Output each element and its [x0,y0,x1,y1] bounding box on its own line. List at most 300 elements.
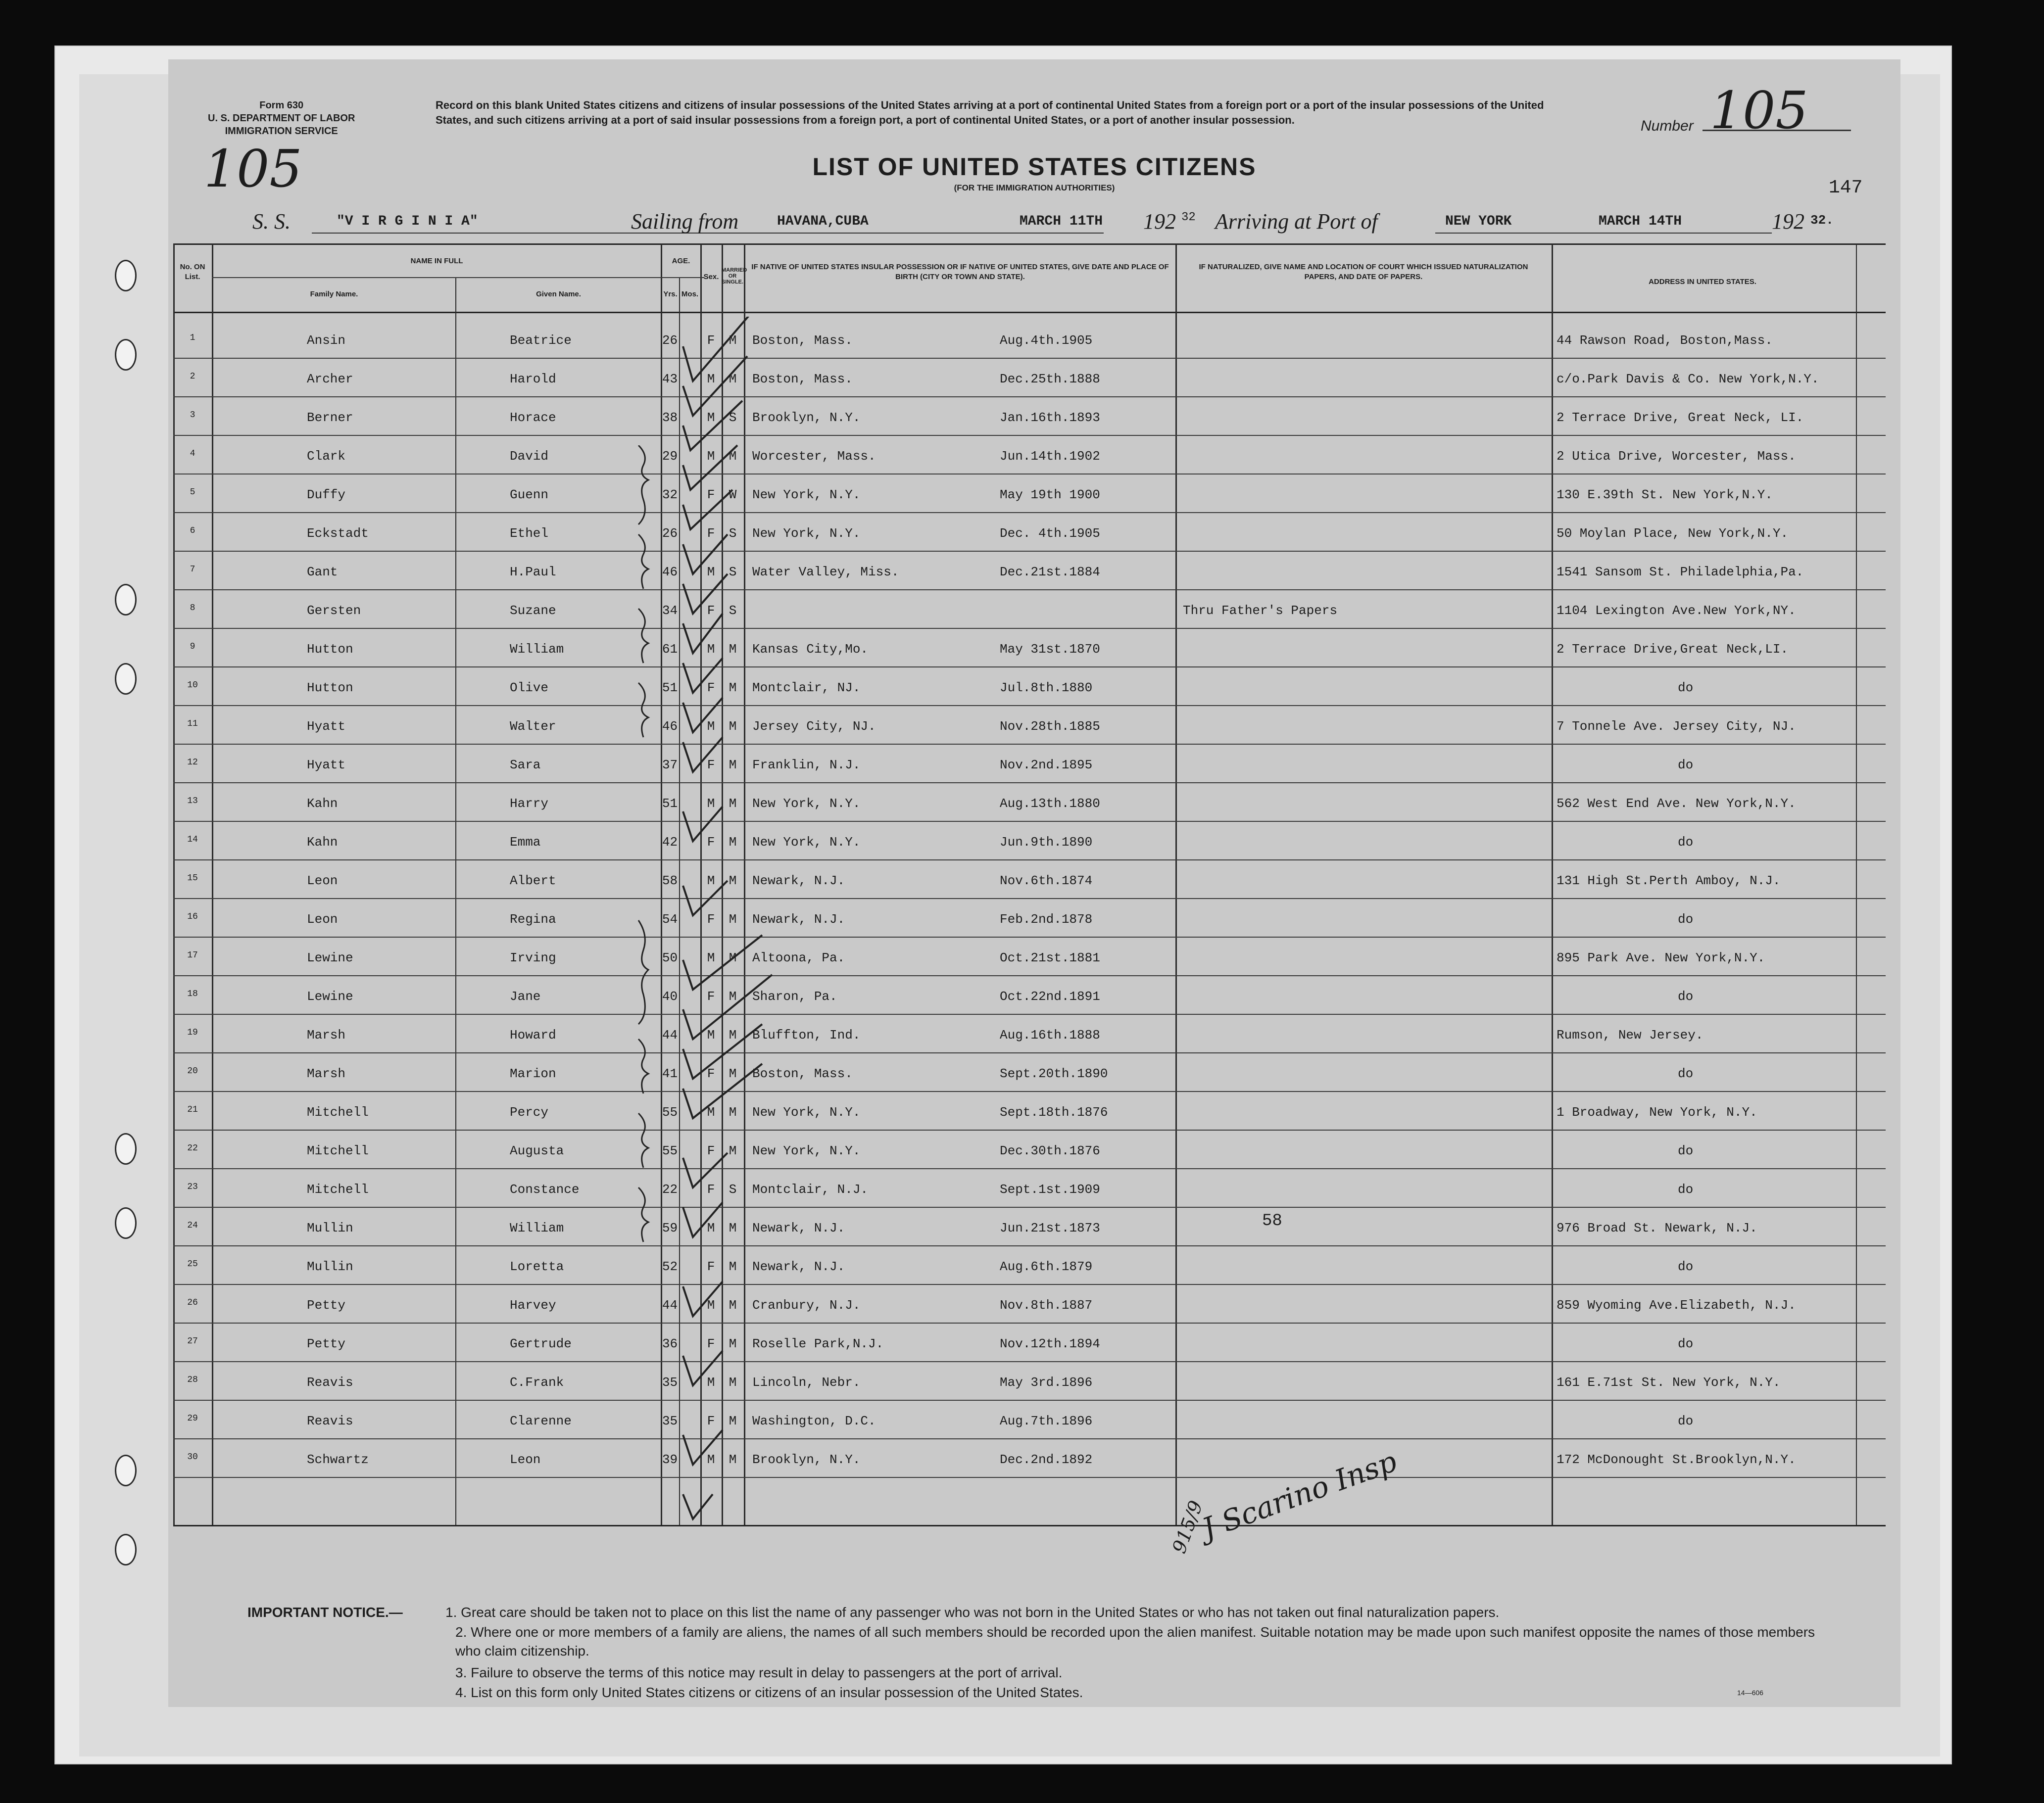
cell-family: Hyatt [307,758,346,772]
row-rule [173,859,1886,860]
cell-given: Guenn [510,487,549,502]
cell-age: 55 [662,1105,678,1120]
cell-sex: M [707,372,715,386]
list-number-handwritten: 105 [1710,80,1808,141]
cell-family: Mullin [307,1259,353,1274]
cell-sex: F [707,1336,715,1351]
cell-given: Marion [510,1066,556,1081]
cell-sex: F [707,835,715,850]
row-rule [173,1361,1886,1362]
cell-age: 51 [662,680,678,695]
page-subtitle: (FOR THE IMMIGRATION AUTHORITIES) [954,183,1115,192]
cell-given: Walter [510,719,556,734]
cell-date: Dec.30th.1876 [1000,1143,1100,1158]
cell-place: Water Valley, Miss. [752,565,899,579]
cell-addr: 2 Utica Drive, Worcester, Mass. [1557,449,1796,464]
cell-addr: c/o.Park Davis & Co. New York,N.Y. [1557,372,1819,386]
form-identifier [208,99,355,138]
cell-given: Suzane [510,603,556,618]
year-prefix-departure: 192 [1143,209,1176,234]
col-header-name-in-full: NAME IN FULL [410,257,463,265]
cell-age: 44 [662,1028,678,1043]
cell-addr: do [1678,1259,1694,1274]
col-header-native: IF NATIVE OF UNITED STATES INSULAR POSSESSION OR IF NATIVE OF UNITED STATES, GIVE DATE AND PLACE OF BIRTH (CITY OR TOWN AND STATE). [751,263,1169,281]
sailing-label: Sailing from [631,209,739,234]
cell-age: 59 [662,1221,678,1235]
cell-addr: do [1678,1143,1694,1158]
cell-given: Loretta [510,1259,564,1274]
margin-note: 915/9 [1168,1498,1207,1557]
cell-place: Boston, Mass. [752,372,853,386]
page-title: LIST OF UNITED STATES CITIZENS [812,153,1257,181]
cell-given: Regina [510,912,556,927]
cell-no: 16 [187,912,198,922]
cell-addr: 130 E.39th St. New York,N.Y. [1557,487,1773,502]
col-header-family: Family Name. [310,290,358,298]
cell-no: 7 [190,565,195,574]
cell-addr: Rumson, New Jersey. [1557,1028,1703,1043]
cell-place: Jersey City, NJ. [752,719,876,734]
cell-age: 51 [662,796,678,811]
year-prefix-arrival: 192 [1772,209,1804,234]
cell-age: 35 [662,1414,678,1428]
cell-age: 61 [662,642,678,657]
cell-age: 54 [662,912,678,927]
cell-no: 3 [190,410,195,420]
cell-ms: M [729,642,737,657]
cell-given: Constance [510,1182,580,1197]
cell-ms: M [729,796,737,811]
cell-sex: F [707,1143,715,1158]
manifest-page [168,59,1900,1707]
col-header-mos: Mos. [681,290,699,298]
cell-family: Clark [307,449,346,464]
cell-date: Aug.7th.1896 [1000,1414,1093,1428]
cell-place: Roselle Park,N.J. [752,1336,884,1351]
cell-family: Lewine [307,989,353,1004]
cell-age: 35 [662,1375,678,1390]
cell-addr: 50 Moylan Place, New York,N.Y. [1557,526,1789,541]
cell-date: Jun.14th.1902 [1000,449,1100,464]
cell-date: Aug.4th.1905 [1000,333,1093,348]
cell-ms: M [729,1336,737,1351]
cell-family: Kahn [307,796,338,811]
cell-ms: S [729,603,737,618]
number-label: Number [1641,118,1694,134]
cell-sex: F [707,1066,715,1081]
cell-family: Ansin [307,333,346,348]
cell-age: 39 [662,1452,678,1467]
cell-family: Petty [307,1336,346,1351]
col-header-yrs: Yrs. [663,290,678,298]
cell-place: Sharon, Pa. [752,989,837,1004]
row-rule [173,1284,1886,1285]
cell-given: Jane [510,989,541,1004]
cell-ms: S [729,410,737,425]
cell-family: Hutton [307,642,353,657]
cell-ms: M [729,1259,737,1274]
cell-addr: 1541 Sansom St. Philadelphia,Pa. [1557,565,1804,579]
cell-sex: F [707,1259,715,1274]
row-rule [173,628,1886,629]
cell-no: 8 [190,603,195,613]
cell-place: Lincoln, Nebr. [752,1375,861,1390]
cell-family: Reavis [307,1375,353,1390]
cell-sex: F [707,1414,715,1428]
cell-date: Nov.2nd.1895 [1000,758,1093,772]
cell-sex: F [707,680,715,695]
cell-family: Mitchell [307,1182,369,1197]
cell-age: 50 [662,950,678,965]
cell-sex: M [707,642,715,657]
cell-addr: 976 Broad St. Newark, N.J. [1557,1221,1757,1235]
cell-place: New York, N.Y. [752,835,861,850]
cell-addr: 172 McDonought St.Brooklyn,N.Y. [1557,1452,1796,1467]
form-department: U. S. DEPARTMENT OF LABOR [208,113,355,124]
cell-ms: M [729,1221,737,1235]
cell-ms: M [729,1298,737,1313]
cell-family: Eckstadt [307,526,369,541]
cell-family: Berner [307,410,353,425]
cell-addr: 2 Terrace Drive, Great Neck, LI. [1557,410,1804,425]
cell-family: Mitchell [307,1105,369,1120]
cell-addr: do [1678,912,1694,927]
cell-place: Worcester, Mass. [752,449,876,464]
cell-date: Oct.22nd.1891 [1000,989,1100,1004]
cell-place: New York, N.Y. [752,1143,861,1158]
cell-place: Kansas City,Mo. [752,642,869,657]
form-instructions: Record on this blank United States citizens and citizens of insular possessions of the United States arriving at a port of continental United States from a foreign port or a port of the insular possessions of the United States, and such citizens arriving at a port of said insular possessions from a foreign port, a port of continental United States, or a port of another insular possession. [436,99,1544,126]
cell-ms: M [729,719,737,734]
cell-addr: do [1678,989,1694,1004]
cell-addr: 562 West End Ave. New York,N.Y. [1557,796,1796,811]
ss-label: S. S. [252,209,291,234]
cell-sex: M [707,1375,715,1390]
cell-ms: M [729,835,737,850]
row-rule [173,512,1886,513]
cell-ms: M [729,1028,737,1043]
cell-sex: M [707,719,715,734]
row-rule [173,1477,1886,1478]
cell-family: Gersten [307,603,361,618]
cell-family: Archer [307,372,353,386]
cell-place: Altoona, Pa. [752,950,845,965]
cell-given: William [510,642,564,657]
col-header-sex: Sex. [703,273,719,281]
year-suffix-arrival: 32. [1810,213,1834,228]
cell-no: 21 [187,1105,198,1115]
cell-age: 41 [662,1066,678,1081]
cell-ms: M [729,1375,737,1390]
cell-given: William [510,1221,564,1235]
cell-date: Jun.9th.1890 [1000,835,1093,850]
cell-no: 24 [187,1221,198,1231]
page-number-handwritten: 105 [204,139,302,199]
cell-family: Marsh [307,1028,346,1043]
cell-addr: 895 Park Ave. New York,N.Y. [1557,950,1765,965]
cell-sex: M [707,796,715,811]
departure-port: HAVANA,CUBA [777,214,869,229]
cell-given: Percy [510,1105,549,1120]
cell-family: Lewine [307,950,353,965]
cell-place: New York, N.Y. [752,796,861,811]
binder-hole [115,1133,137,1165]
cell-given: David [510,449,549,464]
departure-date: MARCH 11TH [1020,214,1103,229]
cell-date: Feb.2nd.1878 [1000,912,1093,927]
cell-ms: S [729,1182,737,1197]
row-rule [173,396,1886,397]
binder-hole [115,260,137,291]
cell-given: Harold [510,372,556,386]
cell-date: Dec. 4th.1905 [1000,526,1100,541]
notice-heading: IMPORTANT NOTICE.— [247,1605,403,1620]
cell-place: Newark, N.J. [752,873,845,888]
cell-date: Dec.2nd.1892 [1000,1452,1093,1467]
cell-sex: F [707,912,715,927]
cell-addr: do [1678,680,1694,695]
row-rule [173,1245,1886,1246]
cell-place: Washington, D.C. [752,1414,876,1428]
cell-age: 37 [662,758,678,772]
cell-addr: do [1678,1336,1694,1351]
cell-age: 22 [662,1182,678,1197]
cell-age: 52 [662,1259,678,1274]
cell-ms: M [729,1105,737,1120]
cell-given: Irving [510,950,556,965]
cell-given: Augusta [510,1143,564,1158]
binder-hole [115,1207,137,1239]
cell-date: Jun.21st.1873 [1000,1221,1100,1235]
cell-ms: M [729,873,737,888]
cell-given: Beatrice [510,333,572,348]
cell-sex: M [707,1028,715,1043]
cell-family: Gant [307,565,338,579]
cell-ms: S [729,565,737,579]
cell-sex: M [707,1452,715,1467]
cell-given: Albert [510,873,556,888]
inspector-signature: J Scarino Insp [1198,1444,1402,1546]
cell-ms: M [729,1452,737,1467]
cell-no: 17 [187,950,198,960]
cell-place: Boston, Mass. [752,333,853,348]
cell-place: Newark, N.J. [752,1221,845,1235]
cell-given: Leon [510,1452,541,1467]
cell-place: New York, N.Y. [752,1105,861,1120]
row-rule [173,898,1886,899]
cell-family: Mitchell [307,1143,369,1158]
cell-place: Franklin, N.J. [752,758,861,772]
cell-ms: M [729,449,737,464]
cell-family: Mullin [307,1221,353,1235]
cell-date: Nov.8th.1887 [1000,1298,1093,1313]
cell-place: Boston, Mass. [752,1066,853,1081]
cell-no: 2 [190,372,195,381]
cell-addr: 859 Wyoming Ave.Elizabeth, N.J. [1557,1298,1796,1313]
cell-sex: M [707,449,715,464]
row-rule [173,1168,1886,1169]
cell-addr: do [1678,1182,1694,1197]
cell-addr: 1104 Lexington Ave.New York,NY. [1557,603,1796,618]
cell-sex: M [707,1298,715,1313]
cell-date: Jan.16th.1893 [1000,410,1100,425]
cell-ms: M [729,680,737,695]
cell-date: Dec.21st.1884 [1000,565,1100,579]
cell-family: Duffy [307,487,346,502]
cell-ms: M [729,1143,737,1158]
cell-given: Harry [510,796,549,811]
row-rule [173,1130,1886,1131]
cell-age: 26 [662,526,678,541]
cell-age: 58 [662,873,678,888]
cell-addr: do [1678,835,1694,850]
col-header-naturalized: IF NATURALIZED, GIVE NAME AND LOCATION OF COURT WHICH ISSUED NATURALIZATION PAPERS, AND DATE OF PAPERS. [1199,263,1528,281]
cell-place: New York, N.Y. [752,487,861,502]
cell-age: 55 [662,1143,678,1158]
cell-nat: Thru Father's Papers [1183,603,1338,618]
cell-given: Gertrude [510,1336,572,1351]
row-rule [173,975,1886,976]
row-rule [173,435,1886,436]
cell-ms: M [729,950,737,965]
cell-addr: 161 E.71st St. New York, N.Y. [1557,1375,1781,1390]
binder-hole [115,1534,137,1566]
cell-date: Nov.28th.1885 [1000,719,1100,734]
cell-date: May 31st.1870 [1000,642,1100,657]
cell-age: 36 [662,1336,678,1351]
cell-ms: M [729,333,737,348]
cell-given: Emma [510,835,541,850]
cell-date: Sept.18th.1876 [1000,1105,1108,1120]
cell-date: Sept.20th.1890 [1000,1066,1108,1081]
notice-item-4: 4. List on this form only United States citizens or citizens of an insular possession of the United States. [455,1685,1083,1700]
cell-no: 20 [187,1066,198,1076]
cell-sex: F [707,1182,715,1197]
cell-no: 25 [187,1259,198,1269]
cell-date: Jul.8th.1880 [1000,680,1093,695]
row-rule [173,1014,1886,1015]
cell-ms: S [729,526,737,541]
cell-family: Hutton [307,680,353,695]
cell-sex: F [707,758,715,772]
cell-place: Bluffton, Ind. [752,1028,861,1043]
cell-given: Howard [510,1028,556,1043]
cell-place: Montclair, NJ. [752,680,861,695]
cell-addr: 7 Tonnele Ave. Jersey City, NJ. [1557,719,1796,734]
cell-no: 18 [187,989,198,999]
row-rule [173,666,1886,667]
arriving-label: Arriving at Port of [1215,209,1378,234]
cell-place: Brooklyn, N.Y. [752,410,861,425]
cell-place: Brooklyn, N.Y. [752,1452,861,1467]
cell-given: Olive [510,680,549,695]
cell-sex: M [707,565,715,579]
cell-sex: F [707,603,715,618]
cell-place: New York, N.Y. [752,526,861,541]
row-rule [173,1207,1886,1208]
cell-ms: M [729,989,737,1004]
binder-hole [115,339,137,371]
cell-sex: F [707,333,715,348]
arrival-port: NEW YORK [1445,214,1512,229]
cell-sex: F [707,989,715,1004]
cell-no: 5 [190,487,195,497]
row-rule [173,551,1886,552]
row-rule [173,1091,1886,1092]
cell-age: 40 [662,989,678,1004]
cell-family: Petty [307,1298,346,1313]
cell-age: 32 [662,487,678,502]
cell-date: Nov.12th.1894 [1000,1336,1100,1351]
cell-family: Leon [307,912,338,927]
row-rule [173,589,1886,590]
cell-no: 11 [187,719,198,729]
cell-family: Reavis [307,1414,353,1428]
cell-sex: M [707,873,715,888]
cell-age: 26 [662,333,678,348]
cell-no: 27 [187,1336,198,1346]
arrival-date: MARCH 14TH [1599,214,1682,229]
checkmark-scribbles [663,317,940,1529]
cell-family: Schwartz [307,1452,369,1467]
cell-no: 13 [187,796,198,806]
notice-item-1: 1. Great care should be taken not to place on this list the name of any passenger who was not born in the United States or who has not taken out final naturalization papers. [445,1605,1500,1620]
cell-addr: 44 Rawson Road, Boston,Mass. [1557,333,1773,348]
binder-hole [115,584,137,616]
row-rule [173,1400,1886,1401]
cell-age: 42 [662,835,678,850]
col-header-no: No. ON List. [180,263,205,281]
cell-addr: 1 Broadway, New York, N.Y. [1557,1105,1757,1120]
cell-family: Kahn [307,835,338,850]
cell-no: 6 [190,526,195,536]
cell-date: Aug.6th.1879 [1000,1259,1093,1274]
cell-no: 23 [187,1182,198,1192]
cell-date: Oct.21st.1881 [1000,950,1100,965]
row-rule [173,782,1886,783]
cell-age: 46 [662,719,678,734]
cell-addr: do [1678,758,1694,772]
cell-no: 9 [190,642,195,652]
cell-place: Newark, N.J. [752,1259,845,1274]
notice-item-2: 2. Where one or more members of a family are aliens, the names of all such members should be recorded upon the alien manifest. Suitable notation may be made upon such manifest opposite the names of those members who claim citizenship. [455,1624,1815,1659]
cell-sex: M [707,950,715,965]
cell-family: Marsh [307,1066,346,1081]
cell-age: 46 [662,565,678,579]
row-rule [173,705,1886,706]
notice-item-3: 3. Failure to observe the terms of this notice may result in delay to passengers at the port of arrival. [455,1665,1063,1680]
form-number: Form 630 [259,100,304,111]
cell-no: 28 [187,1375,198,1385]
cell-age: 44 [662,1298,678,1313]
cell-ms: M [729,1066,737,1081]
cell-no: 29 [187,1414,198,1423]
cell-sex: F [707,487,715,502]
row-rule [173,744,1886,745]
cell-given: Ethel [510,526,549,541]
cell-nat: 58 [1262,1212,1282,1231]
row-rule [173,358,1886,359]
cell-ms: W [729,487,737,502]
row-rule [173,821,1886,822]
cell-ms: M [729,372,737,386]
cell-given: Horace [510,410,556,425]
cell-given: Clarenne [510,1414,572,1428]
cell-date: May 19th 1900 [1000,487,1100,502]
ship-name: "V I R G I N I A" [337,214,478,229]
cell-sex: F [707,526,715,541]
year-suffix-departure: 32 [1181,211,1196,224]
